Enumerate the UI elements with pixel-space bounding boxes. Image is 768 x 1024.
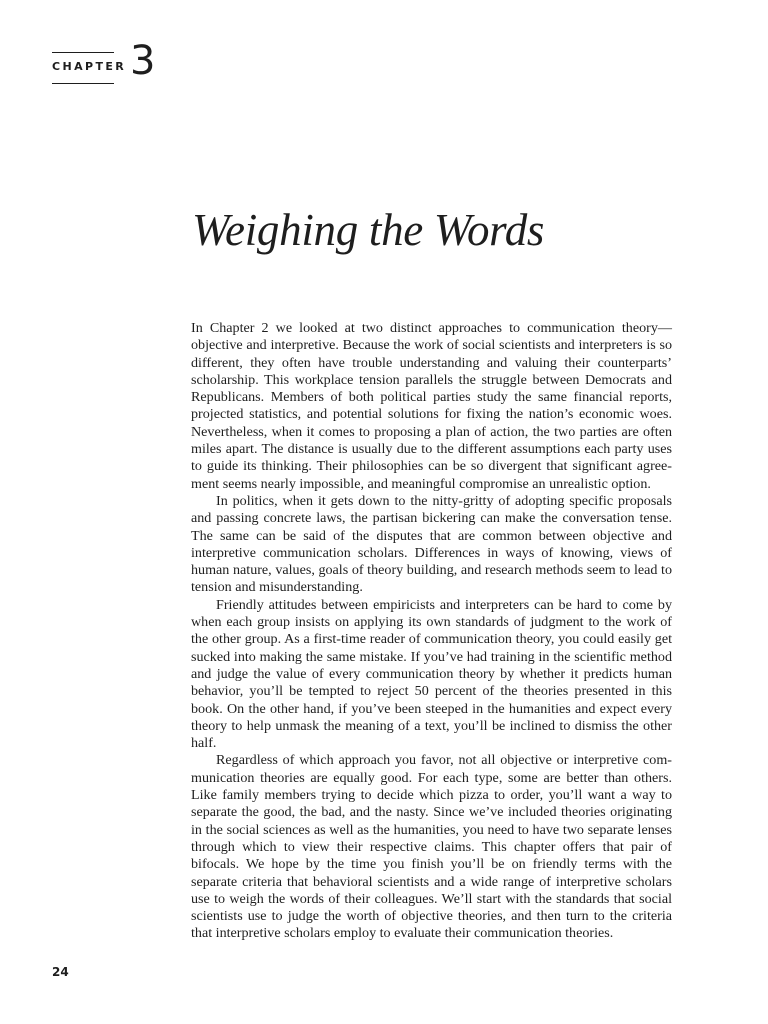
paragraph: Friendly attitudes between empiricists and interpreters can be hard to come by when each group insists on applying its own standards of judgment to the work of the other group. As a first-time reader of communication theory, you could easily get sucked into making the same mistake. If you’ve had training in the scientific method and judge the value of every communication theory by whether it predicts human behavior, you’ll be tempted to reject 50 percent of the theories presented in this book. On the other hand, if you’ve been steeped in the humanities and expect every theory to help unmask the meaning of a text, you’ll be inclined to dismiss the other half. [191,596,672,752]
chapter-rule-bottom [52,83,114,84]
chapter-number: 3 [130,38,156,84]
chapter-rule-top [52,52,114,53]
body-text [191,320,672,943]
page-number: 24 [52,965,69,979]
chapter-title: Weighing the Words [192,205,545,255]
chapter-label: CHAPTER [52,60,127,73]
paragraph: In politics, when it gets down to the nitty-gritty of adopting specific proposals and passing concrete laws, the partisan bickering can make the conversation tense. The same can be said of the disputes that are common between objective and interpretive communication scholars. Differences in ways of knowing, views of human nature, values, goals of theory building, and research methods seem to lead to tension and misunderstanding. [191,492,672,596]
paragraph: Regardless of which approach you favor, not all objective or interpretive communication theories are equally good. For each type, some are better than others. Like family members trying to decide which pizza to order, you’ll want a way to separate the good, the bad, and the nasty. Since we’ve included theories originating in the social sciences as well as the humanities, you need to have two separate lenses through which to view their respective claims. This chapter offers that pair of bifocals. We hope by the time you finish you’ll be on friendly terms with the separate criteria that behavioral scientists and a wide range of interpretive scholars use to weigh the words of their colleagues. We’ll start with the standards that social scientists use to judge the worth of objective theories, and then turn to the criteria that interpretive scholars employ to evaluate their communication theories. [191,752,672,942]
chapter-header [52,38,162,90]
paragraph: In Chapter 2 we looked at two distinct approaches to communication theory—objective and interpretive. Because the work of social scientists and interpreters is so different, they often have trouble understanding and valuing their counterparts’ scholarship. This workplace tension parallels the struggle between Democrats and Republicans. Members of both political parties study the same financial reports, projected statistics, and potential solutions for fixing the nation’s economic woes. Nevertheless, when it comes to proposing a plan of action, the two parties are often miles apart. The distance is usually due to the different assumptions each party uses to guide its thinking. Their philosophies can be so divergent that significant agreement seems nearly impossible, and meaningful compromise an unrealistic option. [191,320,672,492]
